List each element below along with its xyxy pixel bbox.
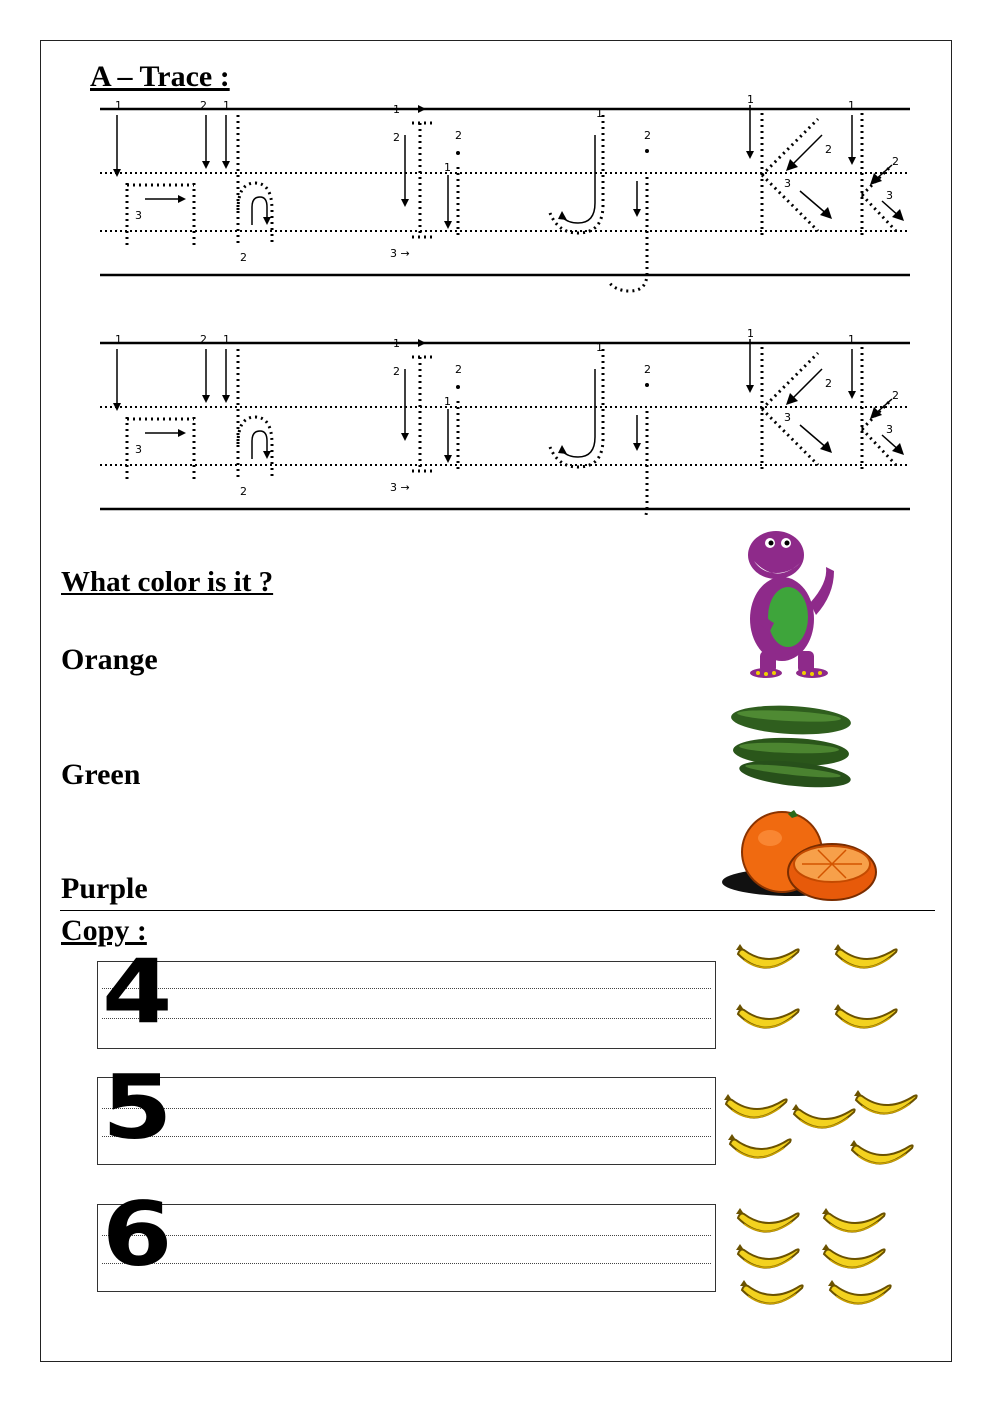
banana [834, 1004, 897, 1028]
number-5: 5 [102, 1056, 173, 1159]
banana [822, 1244, 885, 1268]
number-4: 4 [102, 940, 173, 1043]
copy-box-4[interactable] [97, 940, 716, 1049]
copy-box-6[interactable] [97, 1183, 716, 1292]
cucumbers-picture [725, 696, 860, 796]
copy-title: Copy : [61, 914, 147, 947]
banana [822, 1208, 885, 1232]
oranges-picture [722, 806, 882, 906]
banana [736, 1244, 799, 1268]
banana [828, 1280, 891, 1304]
color-label-green: Green [61, 758, 141, 791]
banana [736, 944, 799, 968]
banana [792, 1104, 855, 1128]
banana-group-6 [736, 1208, 891, 1304]
purple-dinosaur-picture [730, 523, 850, 683]
color-label-purple: Purple [61, 872, 148, 905]
banana [834, 944, 897, 968]
banana [850, 1140, 913, 1164]
banana [854, 1090, 917, 1114]
banana [736, 1208, 799, 1232]
banana [724, 1094, 787, 1118]
color-label-orange: Orange [61, 643, 158, 676]
section-divider [60, 910, 935, 911]
trace-row-1 [100, 95, 910, 291]
trace-title: A – Trace : [90, 60, 230, 93]
banana [740, 1280, 803, 1304]
banana-group-5 [724, 1090, 917, 1164]
trace-practice-area [100, 95, 920, 515]
banana [728, 1134, 791, 1158]
color-question-title: What color is it ? [61, 566, 274, 598]
banana [736, 1004, 799, 1028]
banana-group-4 [736, 944, 897, 1028]
copy-box-5[interactable] [97, 1056, 716, 1165]
banana-groups [722, 930, 932, 1320]
number-6: 6 [102, 1183, 173, 1286]
trace-row-2 [100, 327, 910, 515]
